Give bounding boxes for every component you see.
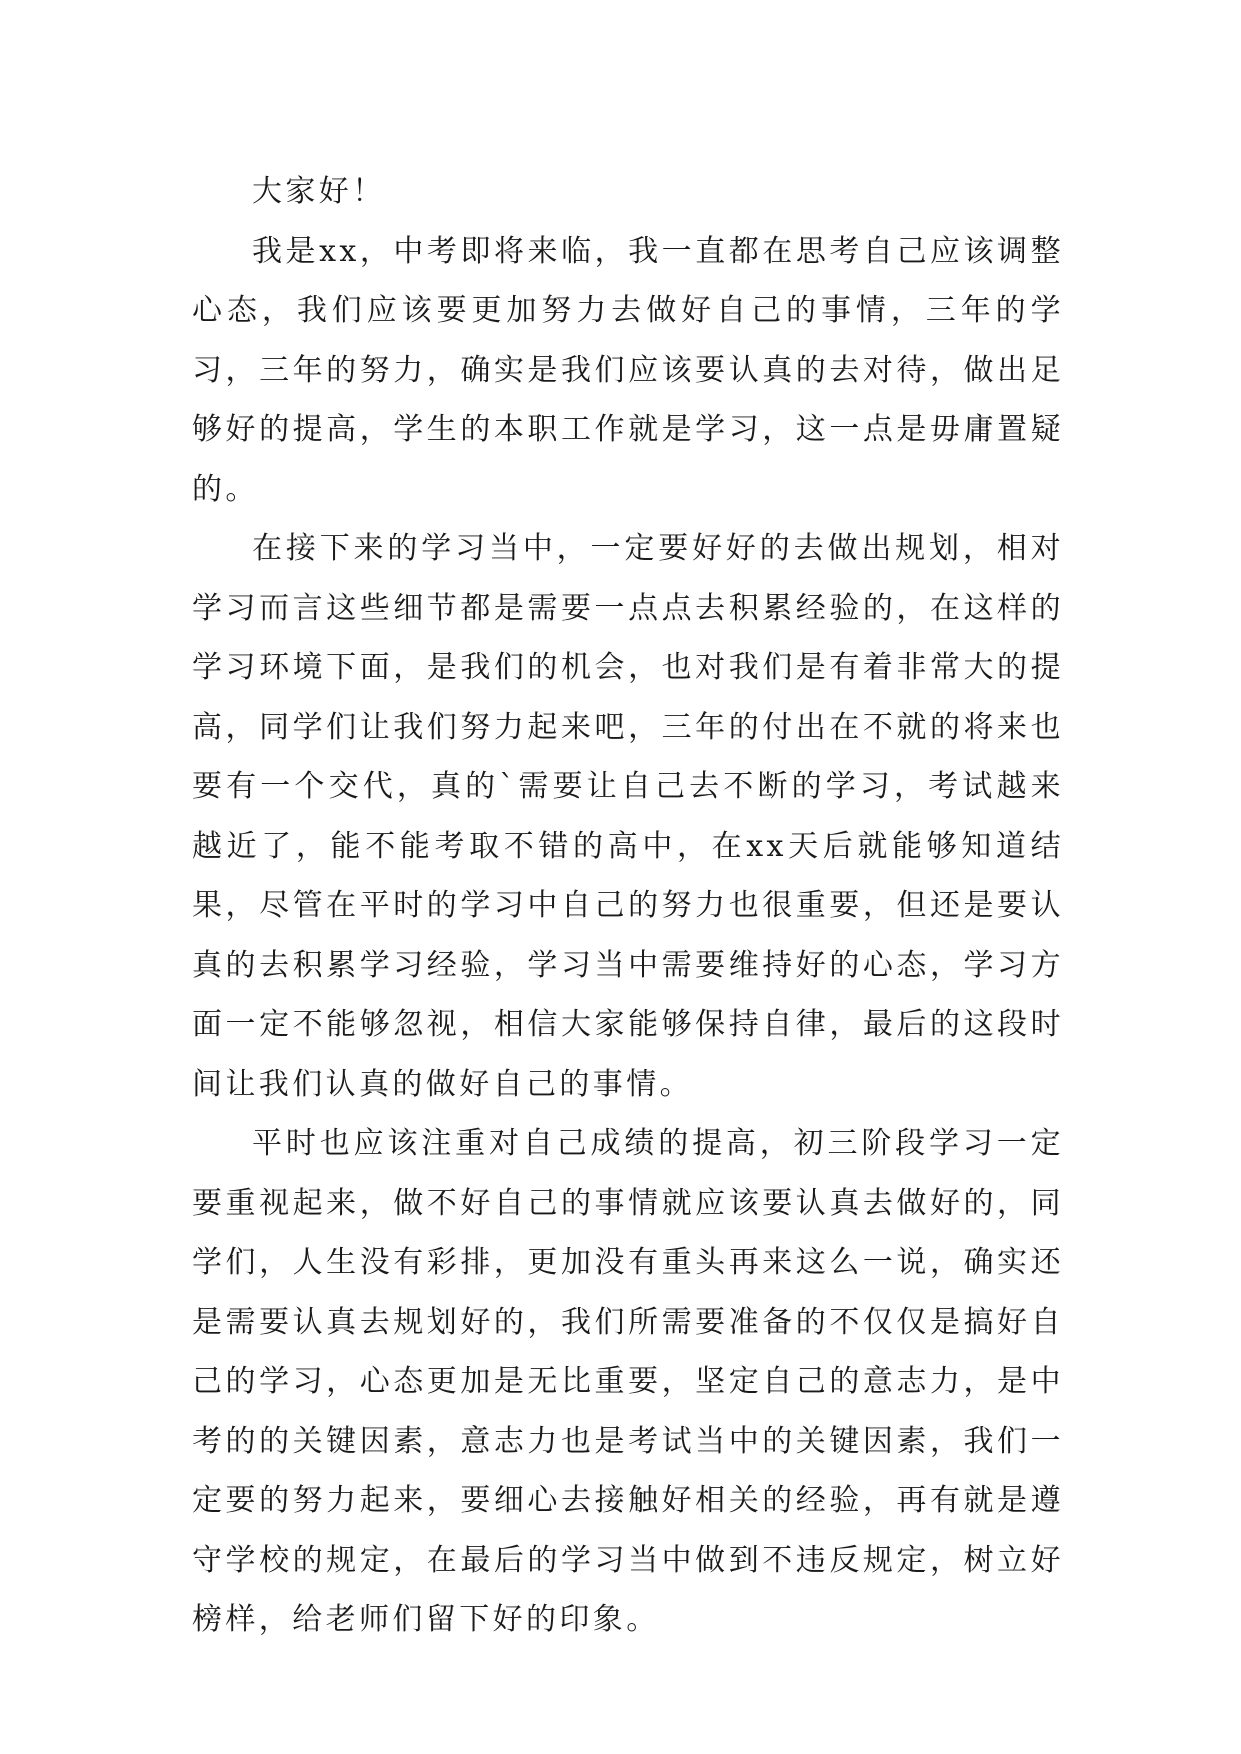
paragraph-2: 在接下来的学习当中，一定要好好的去做出规划，相对学习而言这些细节都是需要一点点去积累经验的，在这样的学习环境下面，是我们的机会，也对我们是有着非常大的提高，同学们让我们努力起来吧，三年的付出在不就的将来也要有一个交代，真的`需要让自己去不断的学习，考试越来越近了，能不能考取不错的高中，在xx天后就能够知道结果，尽管在平时的学习中自己的努力也很重要，但还是要认真的去积累学习经验，学习当中需要维持好的心态，学习方面一定不能够忽视，相信大家能够保持自律，最后的这段时间让我们认真的做好自己的事情。 — [192, 531, 1064, 1102]
document-body — [192, 162, 1064, 1650]
paragraph-1: 我是xx，中考即将来临，我一直都在思考自己应该调整心态，我们应该要更加努力去做好自己的事情，三年的学习，三年的努力，确实是我们应该要认真的去对待，做出足够好的提高，学生的本职工作就是学习，这一点是毋庸置疑的。 — [192, 233, 1064, 507]
paragraph-3: 平时也应该注重对自己成绩的提高，初三阶段学习一定要重视起来，做不好自己的事情就应该要认真去做好的，同学们，人生没有彩排，更加没有重头再来这么一说，确实还是需要认真去规划好的，我们所需要准备的不仅仅是搞好自己的学习，心态更加是无比重要，坚定自己的意志力，是中考的的关键因素，意志力也是考试当中的关键因素，我们一定要的努力起来，要细心去接触好相关的经验，再有就是遵守学校的规定，在最后的学习当中做到不违反规定，树立好榜样，给老师们留下好的印象。 — [192, 1126, 1064, 1637]
greeting: 大家好！ — [252, 174, 386, 209]
